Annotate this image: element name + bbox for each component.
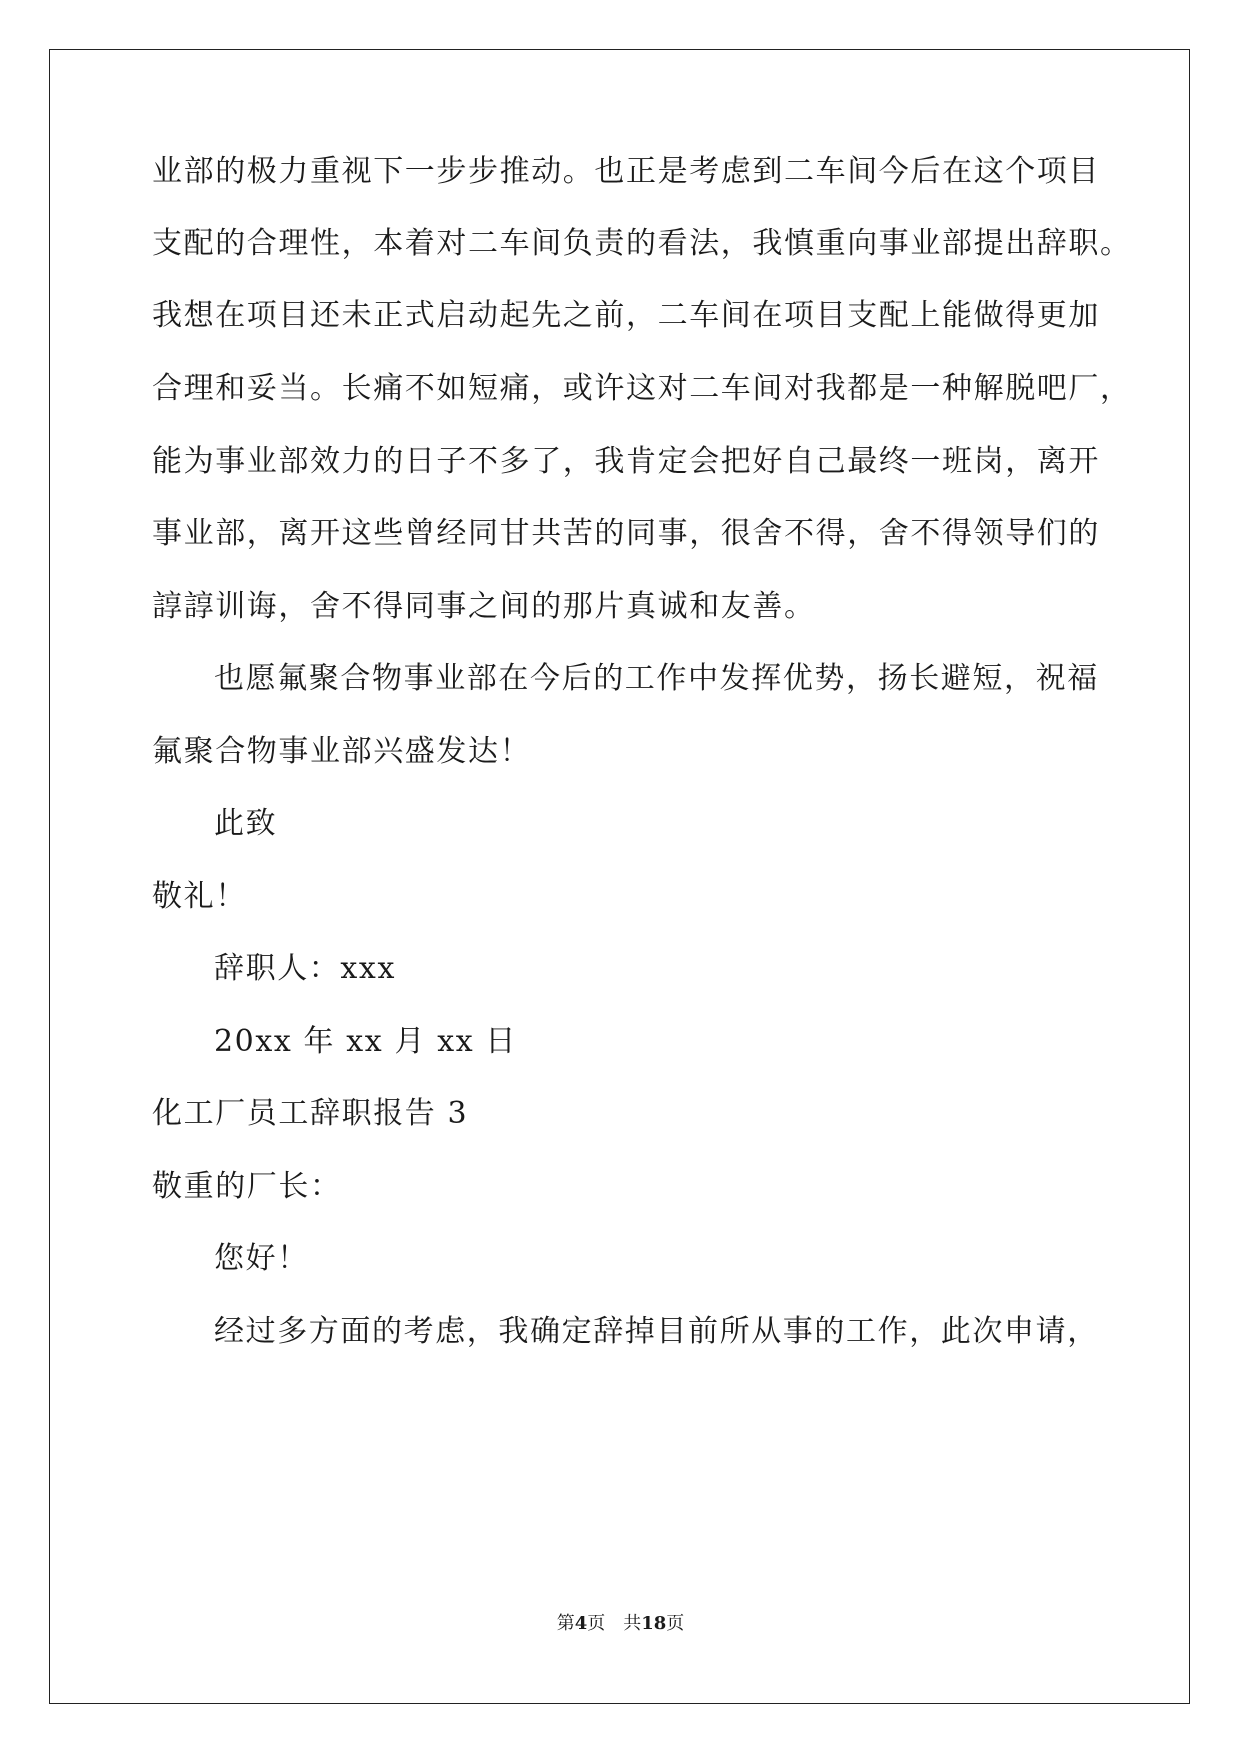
paragraph-line: 经过多方面的考虑，我确定辞掉目前所从事的工作，此次申请， (214, 1314, 1099, 1349)
paragraph-line: 我想在项目还未正式启动起先之前，二车间在项目支配上能做得更加 (152, 298, 1100, 333)
page-prefix: 第 (556, 1613, 575, 1634)
paragraph-line: 事业部，离开这些曾经同甘共苦的同事，很舍不得，舍不得领导们的 (152, 516, 1100, 551)
paragraph-line: 能为事业部效力的日子不多了，我肯定会把好自己最终一班岗，离开 (152, 444, 1100, 479)
closing-salutation: 此致 (214, 806, 278, 841)
letter-addressee: 敬重的厂长： (152, 1169, 342, 1204)
paragraph-line: 也愿氟聚合物事业部在今后的工作中发挥优势，扬长避短，祝福 (214, 661, 1099, 696)
page-suffix: 页 (587, 1613, 606, 1634)
paragraph-line: 氟聚合物事业部兴盛发达！ (152, 734, 532, 769)
closing-regards: 敬礼！ (152, 879, 247, 914)
paragraph-line: 业部的极力重视下一步步推动。也正是考虑到二车间今后在这个项目 (152, 154, 1100, 189)
paragraph-line: 合理和妥当。长痛不如短痛，或许这对二车间对我都是一种解脱吧厂， (152, 371, 1132, 406)
total-pages: 18 (641, 1613, 667, 1634)
page-footer (0, 1612, 1241, 1636)
signature-name: 辞职人：xxx (214, 951, 396, 986)
signature-date: 20xx 年 xx 月 xx 日 (214, 1024, 517, 1059)
section-title: 化工厂员工辞职报告 3 (152, 1096, 469, 1131)
letter-greeting: 您好！ (214, 1241, 309, 1276)
paragraph-line: 諄諄训诲，舍不得同事之间的那片真诚和友善。 (152, 589, 816, 624)
total-prefix: 共 (623, 1613, 642, 1634)
paragraph-line: 支配的合理性，本着对二车间负责的看法，我慎重向事业部提出辞职。 (152, 226, 1132, 261)
page-number: 4 (574, 1613, 588, 1634)
total-suffix: 页 (666, 1613, 685, 1634)
